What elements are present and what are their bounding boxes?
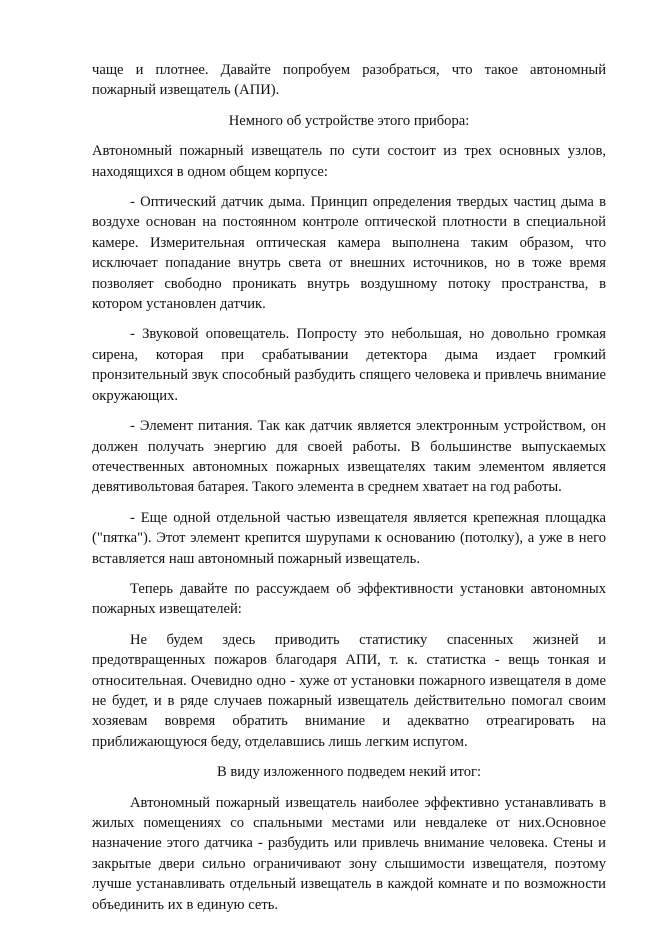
paragraph-sound-alarm: - Звуковой оповещатель. Попросту это небольшая, но довольно громкая сирена, которая при срабатывании детектора дыма издает громкий пронзительный звук способный разбудить спящего человека и привлечь внимание окружающих. [92, 326, 606, 404]
paragraph-statistics: Не будем здесь приводить статистику спасенных жизней и предотвращенных пожаров благодаря АПИ, т. к. статистка - вещь тонкая и относительная. Очевидно одно - хуже от установки пожарного извещателя в доме не будет, и в ряде случаев пожарный извещатель действительно помогал своим хозяевам вовремя обратить внимание и адекватно отреагировать на приближающуюся беду, отделавшись лишь легким испугом. [92, 631, 606, 750]
paragraph-intro-continuation: чаще и плотнее. Давайте попробуем разобраться, что такое автономный пожарный извещатель (АПИ). [92, 62, 606, 99]
paragraph-device-heading: Немного об устройстве этого прибора: [228, 112, 470, 129]
paragraph-summary-heading: В виду изложенного подведем некий итог: [216, 764, 482, 781]
paragraph-power-element: - Элемент питания. Так как датчик является электронным устройством, он должен получать энергию для своей работы. В большинстве выпускаемых отечественных автономных пожарных извещателях таким элементом является девятивольтовая батарея. Такого элемента в среднем хватает на год работы. [92, 418, 606, 496]
paragraph-device-composition: Автономный пожарный извещатель по сути состоит из трех основных узлов, находящихся в одном общем корпусе: [92, 143, 606, 180]
paragraph-conclusion: Автономный пожарный извещатель наиболее эффективно устанавливать в жилых помещениях со спальными местами или невдалеке от них.Основное назначение этого датчика - разбудить или привлечь внимание человека. Стены и закрытые двери сильно ограничивают зону слышимости извещателя, поэтому лучше устанавливать отдельный извещатель в каждой комнате и по возможности объединить их в единую сеть. [92, 794, 606, 913]
paragraph-efficiency-heading: Теперь давайте по рассуждаем об эффективности установки автономных пожарных извещателей: [92, 580, 606, 618]
document-body [92, 60, 606, 925]
paragraph-smoke-sensor: - Оптический датчик дыма. Принцип определения твердых частиц дыма в воздухе основан на постоянном контроле оптической плотности в специальной камере. Измерительная оптическая камера выполнена таким образом, что исключает попадание внутрь света от внешних источников, но в тоже время позволяет свободно проникать внутрь воздушному потоку пространства, в котором установлен датчик. [92, 194, 606, 313]
paragraph-mounting-base: - Еще одной отдельной частью извещателя является крепежная площадка ("пятка"). Этот элемент крепится шурупами к основанию (потолку), а уже в него вставляется наш автономный пожарный извещатель. [92, 509, 606, 567]
